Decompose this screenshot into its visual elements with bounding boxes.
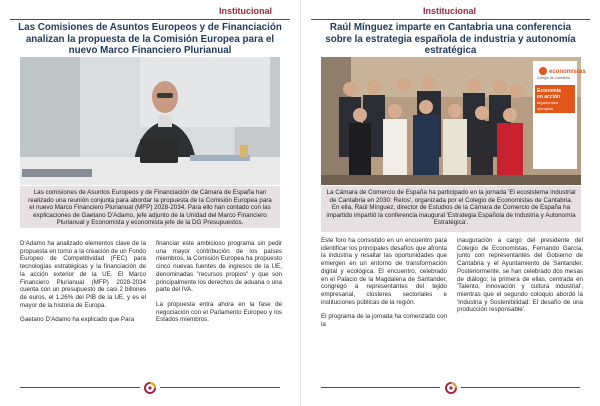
section-label: Institucional [423,6,477,16]
banner-line: en acción [537,94,561,100]
article-body [20,240,282,331]
photo-caption: Las comisiones de Asuntos Europeos y de Financiación de Cámara de España han realizado una reunión conjunta para abordar la propuesta de la Comisión Europea para el nuevo Marco Financiero Plurianual (MFP) 2028-2034. Para ello han contado con las explicaciones de Gaetano D'Adamo, jefe adjunto de la Unidad del Marco Financiero Plurianual y Economista y economista jefe de la DG Presupuestos. [20,186,280,228]
chamber-logo-icon [445,382,457,394]
article-headline: Raúl Mínguez imparte en Cantabria una conferencia sobre la estrategia española de industria y autonomía estratégica [325,22,576,56]
banner-subtitle: Colegio de Cantabria [537,76,570,80]
paragraph: financiar este ambicioso programa sin pedir una mayor contribución de los países miembros, la Comisión Europea ha propuesto cinco nuevas fuentes de ingresos de la UE, denominadas "recursos propios" y que son principalmente los derechos de aduana o una parte del IVA. [156,240,282,294]
header-rule [311,19,590,20]
footer-rule [321,387,440,388]
chamber-logo-icon [144,382,156,394]
body-column-1 [20,240,146,331]
paragraph: El programa de la jornada ha comenzado con la [321,313,447,329]
banner-brand: economistas [549,69,586,75]
body-column-2 [457,237,583,336]
group-photo [321,57,586,185]
paragraph: Este foro ha consistido en un encuentro para identificar los principales desafíos que afronta la industria y resaltar las oportunidades que emergen en un entorno de transformación digital y ecológica. El encuentro, celebrado en el Palacio de la Magdalena de Santander, congregó a representantes del tejido empresarial, clústeres sectoriales e instituciones públicas de la región. [321,237,447,306]
photo-caption: La Cámara de Comercio de España ha participado en la jornada 'El ecosistema industrial de Cantabria en 2030: Retos', organizada por el Colegio de Economistas de Cantabria. En ella, Raúl Mínguez, director de Estudios de la Cámara de Comercio de España ha impartido impartió la conferencia inaugural 'Estrategia Española de Industria y Autonomía Estratégica'. [321,186,581,232]
footer-rule [461,387,580,388]
banner-line: argumentos [537,100,559,105]
article-headline: Las Comisiones de Asuntos Europeos y de Financiación analizan la propuesta de la Comisión Europea para el nuevo Marco Financiero Plurianual [18,22,282,56]
right-page [300,0,600,406]
footer-rule [20,387,140,388]
paragraph: inauguración a cargo del presidente del Colegio de Economistas, Fernando García, junto con representantes del Gobierno de Cantabria y el Ayuntamiento de Santander. Posteriormente, se han celebrado dos mesas de diálogo; la primera de ellas, centrada en 'Talento, innovación y cultura industrial', mientras que el segundo coloquio abordó la 'Industria y Sostenibilidad: El desafío de una producción responsable'. [457,237,583,314]
body-column-1 [321,237,447,336]
article-body [321,237,583,336]
paragraph: D'Adamo ha analizado elementos clave de la propuesta en torno a la creación de un Fondo Europeo de Competitividad (FEC) para tecnologías estratégicas y la financiación de la acción exterior de la UE. El Marco Financiero Plurianual (MFP) 2028-2034 cuenta con un presupuesto de casi 2 billones de euros, el 1,26% del PIB de la UE, y es el mayor de la historia de Europa. [20,240,146,309]
banner-line: Economía [537,88,561,94]
header-rule [10,19,290,20]
paragraph: La propuesta entra ahora en la fase de negociación con el Parlamento Europeo y los Estados miembros. [156,300,282,324]
body-column-2 [156,240,282,331]
banner-line: ejemplos [537,106,554,111]
section-tag [311,6,477,20]
footer-rule [160,387,280,388]
paragraph: Gaetano D'Adamo ha explicado que Para [20,316,135,324]
meeting-photo [20,57,280,185]
section-tag [170,6,290,20]
section-label: Institucional [218,6,272,16]
